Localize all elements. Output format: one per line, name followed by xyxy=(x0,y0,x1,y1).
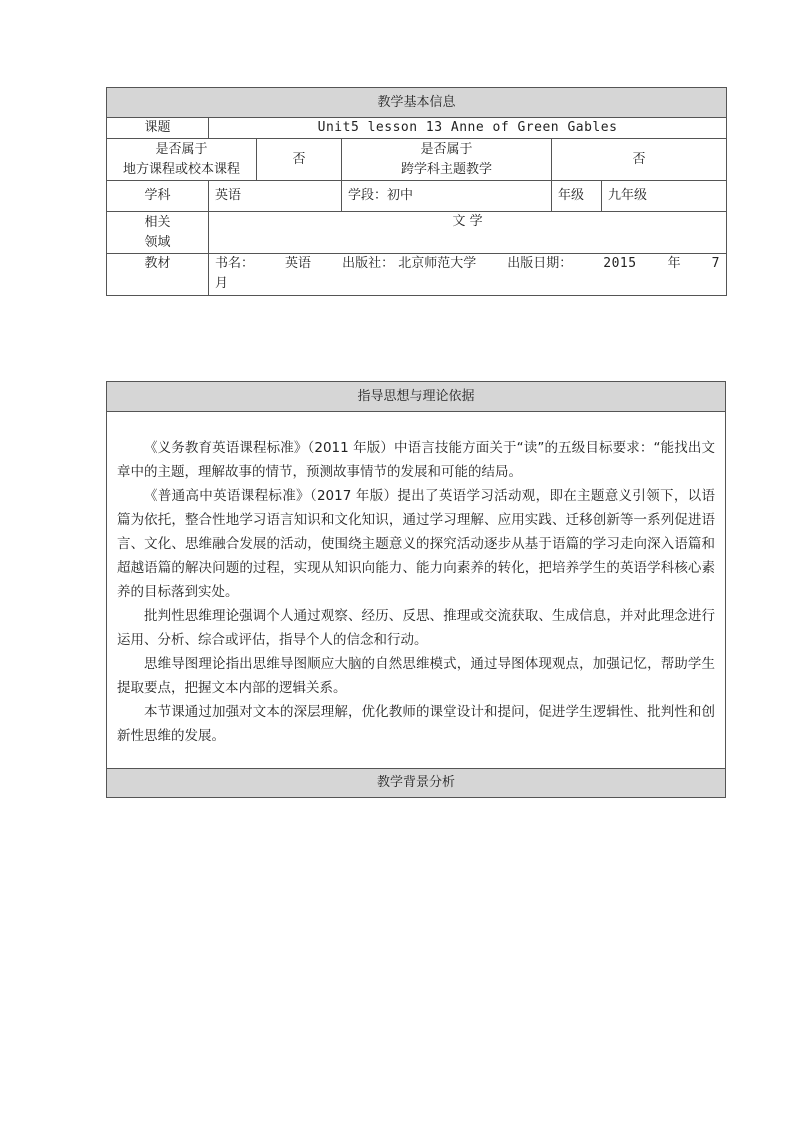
publisher-value: 北京师范大学 xyxy=(398,256,477,271)
textbook-value xyxy=(209,254,727,296)
related-field-label xyxy=(107,212,209,254)
year-char: 年 xyxy=(667,256,681,271)
cross-subject-label xyxy=(342,139,552,181)
cross-subject-label-line2: 跨学科主题教学 xyxy=(400,161,492,177)
book-name-label: 书名： xyxy=(215,256,255,271)
course-title-value: Unit5 lesson 13 Anne of Green Gables xyxy=(209,118,727,139)
related-field-label-line1: 相关 xyxy=(144,214,171,230)
pub-month: 7 xyxy=(711,256,720,271)
month-char: 月 xyxy=(215,276,229,291)
guiding-body xyxy=(107,412,726,769)
background-header: 教学背景分析 xyxy=(107,769,726,798)
guiding-paragraph: 《普通高中英语课程标准》（2017 年版）提出了英语学习活动观，即在主题意义引领下，以语篇为依托，整合性地学习语言知识和文化知识，通过学习理解、应用实践、迁移创新等一系列促进语言、文化、思维融合发展的活动，使围绕主题意义的探究活动逐步从基于语篇的学习走向深入语篇和超越语篇的解决问题的过程，实现从知识向能力、能力向素养的转化，把培养学生的英语学科核心素养的目标落到实处。 xyxy=(117,488,715,600)
guiding-paragraph: 思维导图理论指出思维导图顺应大脑的自然思维模式，通过导图体现观点，加强记忆，帮助学生提取要点，把握文本内部的逻辑关系。 xyxy=(117,656,715,696)
cross-subject-value: 否 xyxy=(552,139,727,181)
publisher-label: 出版社： xyxy=(342,256,395,271)
guiding-paragraph: 批判性思维理论强调个人通过观察、经历、反思、推理或交流获取、生成信息，并对此理念进行运用、分析、综合或评估，指导个人的信念和行动。 xyxy=(117,608,715,648)
subject-value: 英语 xyxy=(209,181,342,212)
related-field-label-line2: 领域 xyxy=(144,234,171,250)
stage-text: 学段：初中 xyxy=(342,181,552,212)
guiding-header: 指导思想与理论依据 xyxy=(107,382,726,412)
guiding-table xyxy=(106,381,726,798)
pub-year: 2015 xyxy=(603,256,637,271)
textbook-label: 教材 xyxy=(107,254,209,296)
local-course-value: 否 xyxy=(257,139,342,181)
subject-label: 学科 xyxy=(107,181,209,212)
basic-info-table xyxy=(106,87,727,296)
local-course-label xyxy=(107,139,257,181)
grade-label: 年级 xyxy=(552,181,602,212)
guiding-paragraph: 本节课通过加强对文本的深层理解，优化教师的课堂设计和提问，促进学生逻辑性、批判性和创新性思维的发展。 xyxy=(117,704,715,744)
grade-value: 九年级 xyxy=(602,181,727,212)
related-field-value: 文 学 xyxy=(209,212,727,254)
cross-subject-label-line1: 是否属于 xyxy=(420,141,473,157)
local-course-label-line1: 是否属于 xyxy=(155,141,208,157)
local-course-label-line2: 地方课程或校本课程 xyxy=(122,161,240,177)
course-title-label: 课题 xyxy=(107,118,209,139)
book-name-value: 英语 xyxy=(285,256,312,271)
guiding-paragraph: 《义务教育英语课程标准》（2011 年版）中语言技能方面关于“读”的五级目标要求：“能找出文章中的主题，理解故事的情节，预测故事情节的发展和可能的结局。 xyxy=(117,440,715,480)
basic-info-header: 教学基本信息 xyxy=(107,88,727,118)
pub-date-label: 出版日期： xyxy=(507,256,573,271)
